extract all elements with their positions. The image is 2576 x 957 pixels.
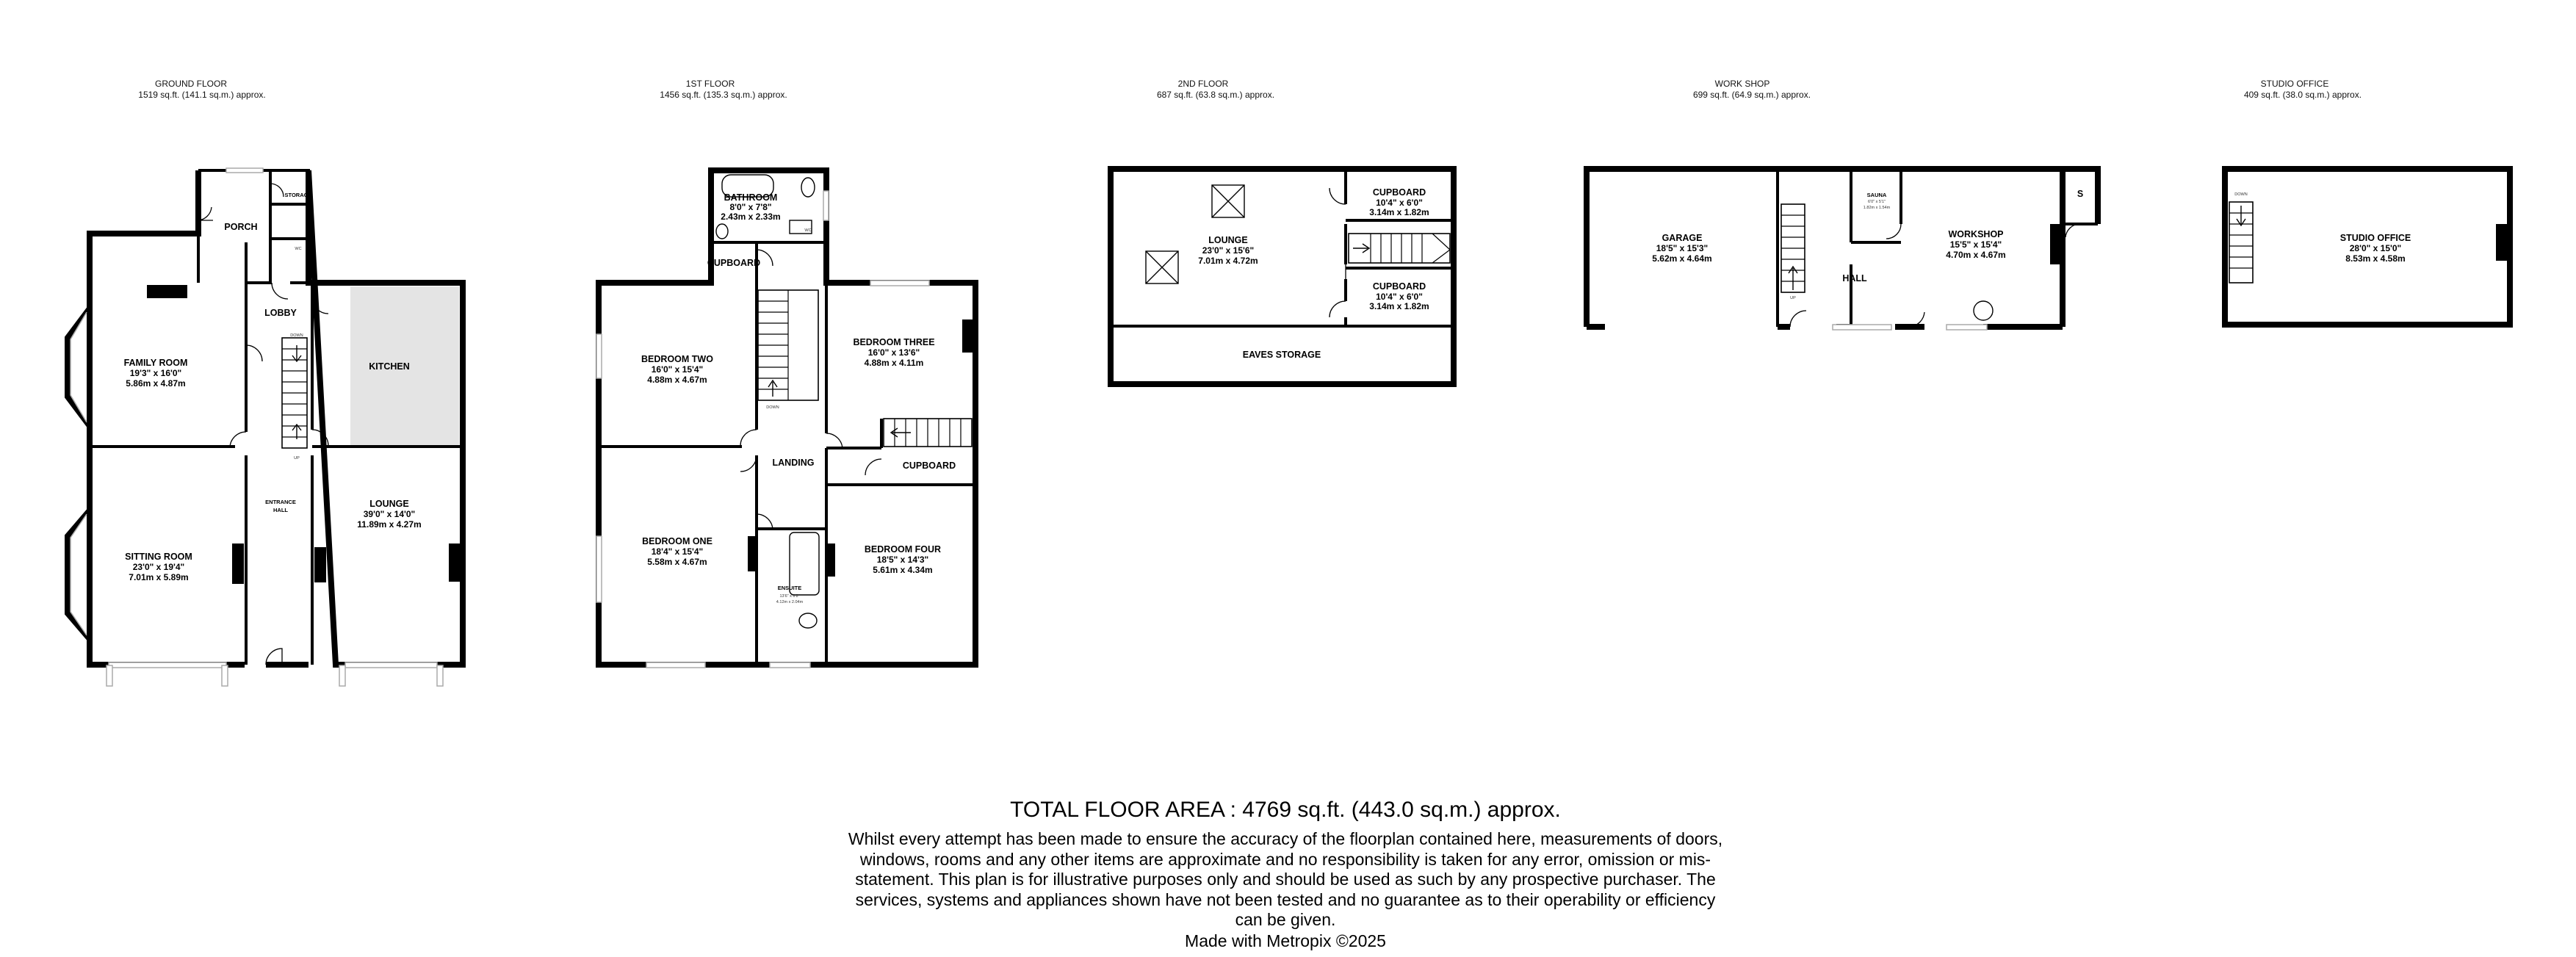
bedroom-one-chimney-breast	[748, 536, 755, 571]
skylight-2	[1146, 251, 1178, 284]
bedroom-one-label: BEDROOM ONE	[642, 536, 712, 546]
bathroom-dims: 8'0" x 7'8"	[729, 202, 772, 212]
bedroom-four-door	[865, 459, 881, 475]
first-floor-area: 1456 sq.ft. (135.3 sq.m.) approx.	[660, 90, 787, 100]
bedroom-four-dims: 18'5" x 14'3"	[876, 555, 929, 565]
bedroom-one-front-window	[646, 662, 705, 668]
s-cupboard-label: S	[2077, 189, 2084, 199]
workshop-label: WORKSHOP	[1948, 229, 2004, 239]
second-floor-area: 687 sq.ft. (63.8 sq.m.) approx.	[1156, 90, 1275, 100]
sauna-metric: 1.82m x 1.54m	[1863, 206, 1891, 210]
sitting-room-chimney-breast	[232, 543, 244, 584]
entrance-hall-label: ENTRANCE	[265, 499, 296, 505]
ensuite-dims: 13'6" x 6'8"	[779, 594, 800, 599]
studio-office-chimney	[2496, 224, 2508, 261]
second-lounge-metric: 7.01m x 4.72m	[1198, 256, 1258, 266]
first-floor-staircase	[758, 290, 818, 400]
cupboard-1-door	[1330, 188, 1346, 204]
bedroom-two-window	[596, 334, 602, 378]
studio-office-dims: 28'0" x 15'0"	[2349, 243, 2402, 253]
second-floor-title: 2ND FLOOR	[1177, 79, 1229, 89]
lounge-metric: 11.89m x 4.27m	[357, 519, 422, 530]
ensuite-metric: 4.12m x 2.04m	[776, 600, 804, 604]
lounge-dims: 39'0" x 14'0"	[363, 509, 416, 519]
sitting-room-label: SITTING ROOM	[125, 552, 192, 562]
toilet-fixture	[801, 178, 815, 197]
ground-floor-plan	[68, 79, 463, 686]
kitchen-label: KITCHEN	[369, 361, 410, 372]
sitting-room-dims: 23'0" x 19'4"	[132, 562, 185, 572]
sitting-room-window-reveal-left	[107, 665, 112, 686]
lounge-window-reveal-left	[339, 665, 345, 686]
cupboard-2-dims: 10'4" x 6'0"	[1376, 292, 1423, 302]
cupboard-1-label: CUPBOARD	[1372, 187, 1426, 198]
bedroom-one-window	[596, 536, 602, 602]
cupboard-1-dims: 10'4" x 6'0"	[1376, 198, 1423, 208]
garage-dims: 18'5" x 15'3"	[1656, 243, 1709, 253]
bedroom-one-dims: 18'4" x 15'4"	[651, 546, 704, 557]
studio-office-label: STUDIO OFFICE	[2339, 233, 2411, 243]
workshop-window	[1947, 325, 1987, 330]
cupboard-2-metric: 3.14m x 1.82m	[1369, 301, 1429, 311]
sauna-door	[1886, 224, 1901, 239]
total-floor-area: TOTAL FLOOR AREA : 4769 sq.ft. (443.0 sq.m.) approx.	[1010, 798, 1561, 822]
workshop-interior-walls	[1778, 169, 2098, 327]
workshop-dims: 15'5" x 15'4"	[1949, 239, 2002, 250]
porch-window	[226, 168, 263, 173]
workshop-boiler	[1974, 301, 1993, 320]
bathroom-metric: 2.43m x 2.33m	[721, 212, 781, 222]
studio-office-title: STUDIO OFFICE	[2260, 79, 2329, 89]
family-room-door	[246, 345, 262, 361]
landing-cupboard-label: CUPBOARD	[902, 461, 956, 471]
workshop-hall-label: HALL	[1842, 273, 1867, 284]
lounge-chimney-breast-left	[314, 547, 326, 582]
workshop-chimney	[2050, 224, 2060, 264]
ground-stairs-up-label: UP	[294, 456, 300, 461]
family-room-dims: 19'3" x 16'0"	[129, 368, 182, 378]
basin-fixture	[716, 224, 728, 239]
lounge-window-reveal-right	[437, 665, 443, 686]
cupboard-2-door	[1330, 301, 1346, 317]
lobby-door	[272, 283, 288, 299]
storage-label: STORAGE	[284, 192, 312, 198]
garage-label: GARAGE	[1662, 233, 1703, 243]
workshop-metric: 4.70m x 4.67m	[1946, 250, 2006, 260]
cupboard-2-label: CUPBOARD	[1372, 281, 1426, 292]
garage-metric: 5.62m x 4.64m	[1652, 253, 1712, 264]
cupboard-1-metric: 3.14m x 1.82m	[1369, 207, 1429, 217]
lounge-chimney-breast-right	[449, 543, 461, 582]
ground-floor-title: GROUND FLOOR	[154, 79, 228, 89]
second-lounge-label: LOUNGE	[1208, 235, 1248, 245]
bedroom-two-door	[740, 430, 757, 446]
family-room-chimney-breast	[147, 285, 187, 298]
ground-wc-label: WC	[295, 247, 302, 251]
workshop-stairs-up-label: UP	[1790, 296, 1796, 300]
hall-door	[1790, 311, 1806, 327]
bedroom-two-metric: 4.88m x 4.67m	[647, 375, 707, 385]
second-lounge-dims: 23'0" x 15'6"	[1202, 245, 1255, 256]
workshop-plan	[1587, 79, 2098, 330]
bedroom-three-window	[870, 281, 929, 286]
sauna-dims: 6'0" x 5'1"	[1867, 200, 1886, 204]
skylight-1	[1212, 185, 1244, 217]
first-floor-plan	[596, 79, 975, 668]
workshop-area: 699 sq.ft. (64.9 sq.m.) approx.	[1692, 90, 1811, 100]
storage-door	[270, 184, 284, 197]
ground-floor-area: 1519 sq.ft. (141.1 sq.m.) approx.	[138, 90, 266, 100]
metropix-credit: Made with Metropix ©2025	[1185, 931, 1386, 950]
lobby-label: LOBBY	[264, 308, 297, 318]
ensuite-label: ENSUITE	[777, 585, 802, 591]
studio-office-plan	[2225, 79, 2510, 325]
ground-stairs-down-label: DOWN	[290, 333, 303, 338]
bedroom-four-metric: 5.61m x 4.34m	[873, 565, 933, 575]
bedroom-two-label: BEDROOM TWO	[641, 354, 713, 364]
second-floor-plan	[1111, 79, 1454, 384]
first-wc-label: WC	[804, 228, 812, 233]
lounge-label: LOUNGE	[369, 499, 409, 509]
bedroom-three-metric: 4.88m x 4.11m	[864, 358, 924, 368]
eaves-storage-label: EAVES STORAGE	[1242, 350, 1321, 360]
sitting-room-metric: 7.01m x 5.89m	[129, 572, 189, 582]
first-floor-cupboard-label: CUPBOARD	[707, 258, 761, 268]
family-room-label: FAMILY ROOM	[123, 358, 188, 368]
sauna-label: SAUNA	[1866, 192, 1887, 198]
bathroom-window	[823, 191, 829, 220]
bedroom-three-chimney-breast	[962, 319, 974, 353]
landing-label: LANDING	[772, 458, 815, 468]
bedroom-four-chimney-breast	[828, 543, 835, 577]
family-room-metric: 5.86m x 4.87m	[126, 378, 186, 389]
bedroom-four-label: BEDROOM FOUR	[864, 544, 942, 555]
bedroom-one-metric: 5.58m x 4.67m	[647, 557, 707, 567]
bathroom-label: BATHROOM	[724, 192, 778, 203]
lounge-front-window	[345, 662, 437, 668]
studio-office-area: 409 sq.ft. (38.0 sq.m.) approx.	[2243, 90, 2362, 100]
workshop-title: WORK SHOP	[1714, 79, 1770, 89]
disclaimer-text: Whilst every attempt has been made to ensure the accuracy of the floorplan contained here, measurements of doors, windows, rooms and any other items are approximate and no responsibility is taken for any error, omission or mis-statement. This plan is for illustrative purposes only and should be used as such by any prospective purchaser. The services, systems and appliances shown have not been tested and no guarantee as to their operability or efficiency can be given.	[848, 829, 1723, 929]
studio-stairs-down-label: DOWN	[2234, 192, 2248, 197]
ensuite-toilet	[799, 613, 817, 628]
first-floor-title: 1ST FLOOR	[685, 79, 735, 89]
bedroom-two-dims: 16'0" x 15'4"	[651, 364, 704, 375]
sitting-room-window-reveal-right	[222, 665, 228, 686]
entrance-hall-label-2: HALL	[273, 507, 288, 513]
porch-label: PORCH	[224, 222, 258, 232]
ground-floor-staircase	[282, 338, 307, 448]
hall-window	[1833, 325, 1891, 330]
ensuite-window	[770, 662, 810, 668]
first-stairs-down-label: DOWN	[766, 405, 779, 410]
studio-office-metric: 8.53m x 4.58m	[2345, 253, 2406, 264]
s-cupboard-door	[2066, 224, 2079, 237]
sitting-room-front-window	[109, 662, 226, 668]
floorplan-footer	[661, 797, 1910, 951]
bedroom-three-label: BEDROOM THREE	[853, 337, 935, 347]
bedroom-one-door	[740, 455, 757, 472]
bedroom-three-dims: 16'0" x 13'6"	[867, 347, 920, 358]
